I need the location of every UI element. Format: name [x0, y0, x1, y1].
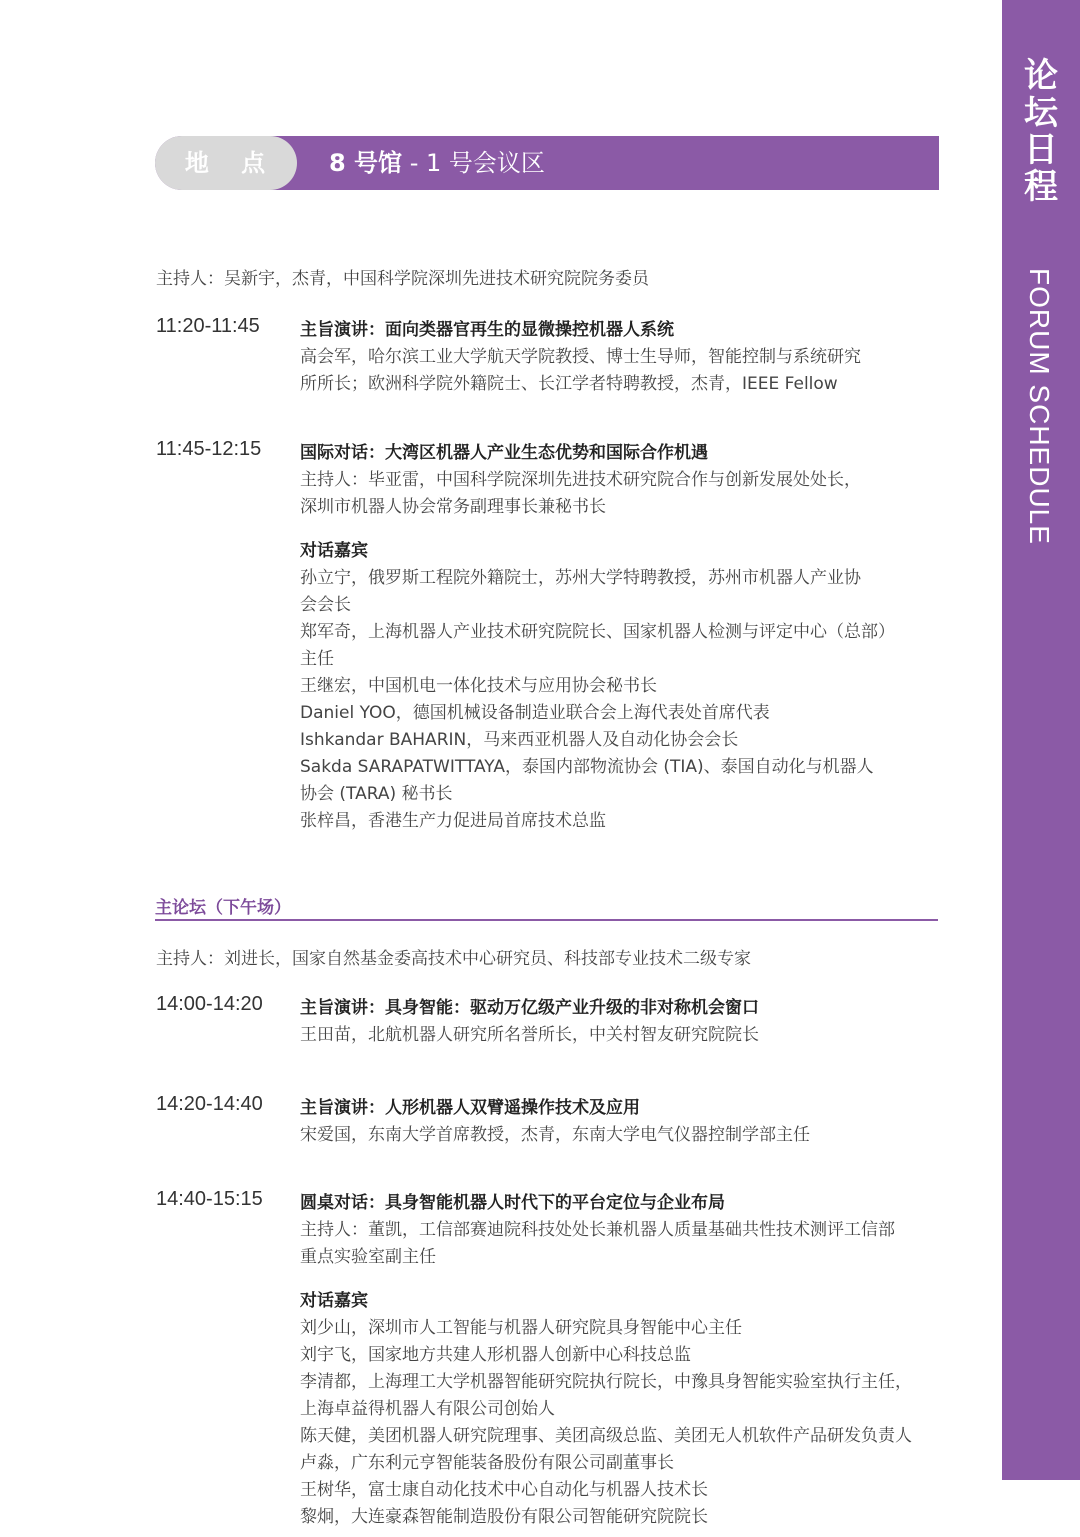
session-time: 11:45-12:15	[156, 438, 262, 460]
guest-line: 卢淼，广东利元亨智能装备股份有限公司副董事长	[300, 1453, 674, 1473]
session-line: 主持人：毕亚雷，中国科学院深圳先进技术研究院合作与创新发展处处长，	[300, 470, 861, 490]
guest-line: Ishkandar BAHARIN，马来西亚机器人及自动化协会会长	[300, 730, 739, 750]
afternoon-heading	[155, 893, 938, 921]
session-title: 主旨演讲：具身智能：驱动万亿级产业升级的非对称机会窗口	[300, 998, 759, 1018]
guest-line: 刘宇飞，国家地方共建人形机器人创新中心科技总监	[300, 1345, 691, 1365]
guest-line: 李清都，上海理工大学机器智能研究院执行院长，中豫具身智能实验室执行主任，	[300, 1372, 912, 1392]
location-hall: 8 号馆	[329, 149, 403, 177]
session-title: 主旨演讲：面向类器官再生的显微操控机器人系统	[300, 320, 674, 340]
banner-en-title: FORUM SCHEDULE	[1024, 268, 1055, 545]
session-title: 圆桌对话：具身智能机器人时代下的平台定位与企业布局	[300, 1193, 725, 1213]
session-line: 主持人：董凯，工信部赛迪院科技处处长兼机器人质量基础共性技术测评工信部	[300, 1220, 895, 1240]
session-time: 11:20-11:45	[156, 315, 260, 337]
session-time: 14:00-14:20	[156, 993, 263, 1015]
guest-line: 会会长	[300, 595, 351, 615]
guests-label: 对话嘉宾	[300, 1291, 368, 1311]
location-sep: -	[402, 149, 426, 177]
side-banner	[1002, 0, 1080, 1480]
session-line: 深圳市机器人协会常务副理事长兼秘书长	[300, 497, 606, 517]
session-title: 国际对话：大湾区机器人产业生态优势和国际合作机遇	[300, 443, 708, 463]
session-line: 王田苗，北航机器人研究所名誉所长，中关村智友研究院院长	[300, 1025, 759, 1045]
session-time: 14:20-14:40	[156, 1093, 263, 1115]
session-line: 高会军，哈尔滨工业大学航天学院教授、博士生导师，智能控制与系统研究	[300, 347, 861, 367]
session-line: 宋爱国，东南大学首席教授，杰青，东南大学电气仪器控制学部主任	[300, 1125, 810, 1145]
guest-line: Daniel YOO，德国机械设备制造业联合会上海代表处首席代表	[300, 703, 770, 723]
guest-line: 上海卓益得机器人有限公司创始人	[300, 1399, 555, 1419]
session-line: 所所长；欧洲科学院外籍院士、长江学者特聘教授，杰青，IEEE Fellow	[300, 374, 838, 394]
guest-line: 王继宏，中国机电一体化技术与应用协会秘书长	[300, 676, 657, 696]
banner-char: 日	[1024, 130, 1058, 170]
afternoon-host: 主持人：刘进长，国家自然基金委高技术中心研究员、科技部专业技术二级专家	[156, 949, 751, 969]
banner-char: 坛	[1024, 93, 1058, 133]
guest-line: 协会 (TARA) 秘书长	[300, 784, 453, 804]
location-room: 1 号会议区	[425, 149, 545, 177]
location-label: 地 点	[155, 136, 297, 190]
morning-host: 主持人：吴新宇，杰青，中国科学院深圳先进技术研究院院务委员	[156, 269, 649, 289]
banner-cn-title	[1002, 58, 1080, 206]
guest-line: Sakda SARAPATWITTAYA，泰国内部物流协会 (TIA)、泰国自动化与机器人	[300, 757, 874, 777]
guest-line: 黎炯，大连豪森智能制造股份有限公司智能研究院院长	[300, 1507, 708, 1527]
guests-label: 对话嘉宾	[300, 541, 368, 561]
guest-line: 王树华，富士康自动化技术中心自动化与机器人技术长	[300, 1480, 708, 1500]
location-bar	[155, 136, 939, 190]
banner-char: 程	[1024, 167, 1058, 207]
guest-line: 张梓昌，香港生产力促进局首席技术总监	[300, 811, 606, 831]
guest-line: 陈天健，美团机器人研究院理事、美团高级总监、美团无人机软件产品研发负责人	[300, 1426, 912, 1446]
banner-char: 论	[1024, 56, 1058, 96]
guest-line: 主任	[300, 649, 334, 669]
session-line: 重点实验室副主任	[300, 1247, 436, 1267]
guest-line: 刘少山，深圳市人工智能与机器人研究院具身智能中心主任	[300, 1318, 742, 1338]
afternoon-heading-text: 主论坛（下午场）	[155, 898, 291, 918]
guest-line: 郑军奇，上海机器人产业技术研究院院长、国家机器人检测与评定中心（总部）	[300, 622, 895, 642]
session-title: 主旨演讲：人形机器人双臂遥操作技术及应用	[300, 1098, 640, 1118]
location-value	[329, 136, 545, 190]
session-time: 14:40-15:15	[156, 1188, 263, 1210]
guest-line: 孙立宁，俄罗斯工程院外籍院士，苏州大学特聘教授，苏州市机器人产业协	[300, 568, 861, 588]
